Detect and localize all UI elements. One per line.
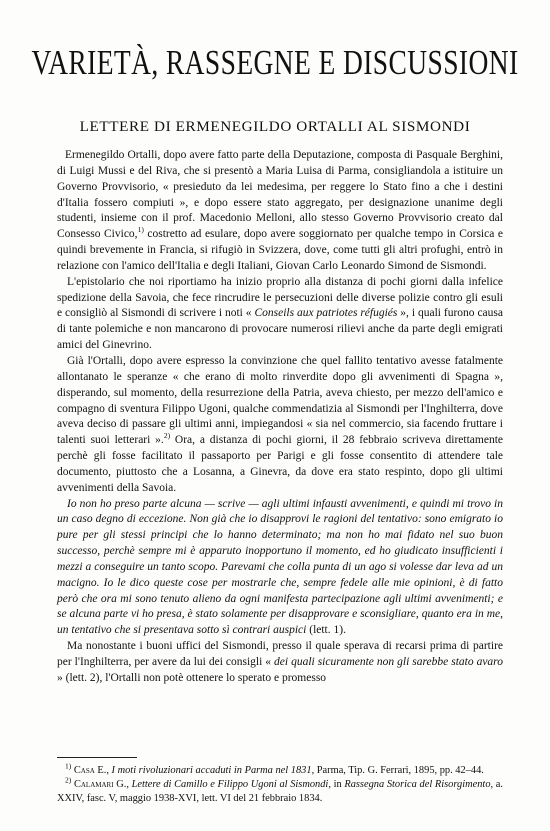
- section-title: VARIETÀ, RASSEGNE E DISCUSSIONI: [31, 42, 519, 82]
- article-body: [57, 148, 503, 687]
- footnote-ref-2: 2): [163, 431, 171, 441]
- paragraph-2: L'epistolario che noi riportiamo ha inizio proprio alla distanza di pochi giorni dalla infelice spedizione della Savoia, che fece rincrudire le persecuzioni delle diverse polizie contro gli esuli e consigliò al Sismondi di scrivere i noti « Conseils aux patriotes réfugiés », i quali furono causa di tante polemiche e non mancarono di provocare numerosi rilievi anche da parte degli emigrati amici del Ginevrino.: [57, 275, 503, 352]
- paragraph-4-quote: Io non ho preso parte alcuna — scrive — agli ultimi infausti avvenimenti, e quindi mi trovo in un caso degno di eccezione. Non già che io disapprovi le ragioni del tentativo: sono emigrato io pure per gli stessi principi che lo hanno determinato; ma non ho mai fidato nel suo buon successo, perchè sempre mi è apparuto inopportuno il momento, ed ho giudicato insufficienti i mezzi a conseguire un tanto scopo. Parevami che colla punta di un ago si volesse dar leva ad un macigno. Io le dico queste cose per mostrarle che, sempre fedele alle mie opinioni, è di fatto però che ora mi sono tenuto alieno da ogni manifesta partecipazione agli ultimi avvenimenti; e se alcuna parte vi ho presa, è stato solamente per disapprovare e sconsigliare, quanto era in me, un tentativo che si presentava sotto sì contrari auspici (lett. 1).: [57, 497, 503, 637]
- paragraph-5: Ma nonostante i buoni uffici del Sismondi, presso il quale sperava di recarsi prima di partire per l'Inghilterra, per avere da lui dei consigli « dei quali sicuramente non gli sarebbe stato avaro » (lett. 2), l'Ortalli non potè ottenere lo sperato e promesso: [57, 640, 503, 684]
- paragraph-1: Ermenegildo Ortalli, dopo avere fatto parte della Deputazione, composta di Pasquale Berghini, di Luigi Mussi e del Riva, che si presentò a Maria Luisa di Parma, consigliandola a istituire un Governo Provvisorio, « presieduto da lei medesima, per reggere lo Stato fino a che i destini d'Italia fossero compiuti », e dopo essere stato aggregato, per designazione unanime degli studenti, insieme con il prof. Macedonio Melloni, allo stesso Governo Provvisorio creato dal Consesso Civico,$^{1)}$ costretto ad esulare, dopo avere soggiornato per qualche tempo in Corsica e quindi brevemente in Francia, si rifugiò in Svizzera, dove, come tutti gli altri profughi, entrò in relazione con l'amico dell'Italia e degli Italiani, Giovan Carlo Leonardo Simond de Sismondi.: [57, 149, 503, 272]
- footnote-2: $^{2)}$ Calamari G., Lettere di Camillo e Filippo Ugoni al Sismondi, in Rassegna Storica del Risorgimento, a. XXIV, fasc. V, maggio 1938-XVI, lett. VI del 21 febbraio 1834.: [57, 775, 503, 805]
- footnotes: [57, 761, 503, 807]
- footnote-1: $^{1)}$ Casa E., I moti rivoluzionari accaduti in Parma nel 1831, Parma, Tip. G. Ferrari, 1895, pp. 42–44.: [65, 761, 484, 776]
- paragraph-3: Già l'Ortalli, dopo avere espresso la convinzione che quel fallito tentativo avesse fatalmente allontanato le speranze « che erano di molto rinverdite dopo gli avvenimenti di Spagna », disperando, sul momento, della resurrezione della Patria, aveva chiesto, per mezzo dell'amico e compagno di sventura Filippo Ugoni, qualche commendatizia al Sismondi per l'Inghilterra, dove aveva deciso di passare gli ultimi anni, impiegandosi « sia nel commercio, sia facendo fruttare i talenti suoi letterari ».$^{2)}$ Ora, a distanza di pochi giorni, il 28 febbraio scriveva direttamente perchè gli fosse facilitato il passaporto per Parigi e gli fosse consentito di attendere tale documento, piuttosto che a Losanna, a Ginevra, da dove era stato respinto, dopo gli ultimi avvenimenti della Savoia.: [57, 354, 503, 494]
- footnote-ref-1: 1): [137, 225, 144, 235]
- article-title: LETTERE DI ERMENEGILDO ORTALLI AL SISMONDI: [79, 118, 471, 135]
- footnote-divider: [57, 757, 137, 758]
